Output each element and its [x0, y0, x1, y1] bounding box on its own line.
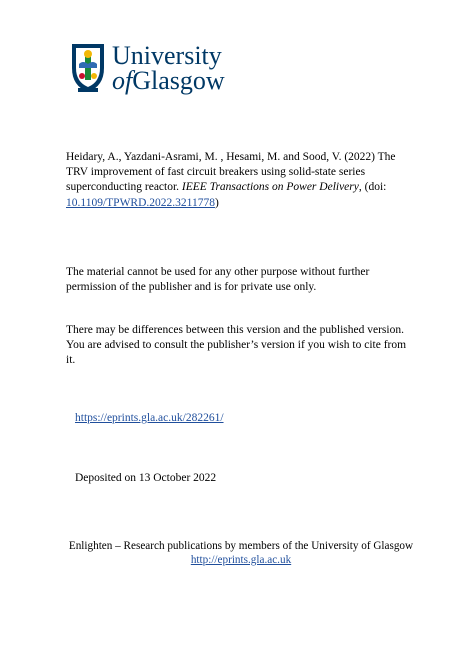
citation-text: Heidary, A., Yazdani-Asrami, M. , Hesami, M. and Sood, V. (2022) The TRV improvement of fast circuit breakers using solid-state series superconducting reactor. [66, 151, 396, 194]
university-logo [70, 41, 225, 100]
deposited-date: Deposited on 13 October 2022 [75, 472, 217, 484]
usage-notice: The material cannot be used for any other purpose without further permission of the publisher and is for private use only. [66, 266, 370, 294]
citation [66, 150, 411, 211]
doi-prefix: , (doi: [358, 181, 387, 194]
journal-name: IEEE Transactions on Power Delivery [181, 181, 359, 194]
university-crest-icon [70, 42, 106, 94]
wordmark-glasgow: Glasgow [132, 66, 225, 95]
doi-link[interactable]: 10.1109/TPWRD.2022.3211778 [66, 196, 215, 209]
footer-link[interactable]: http://eprints.gla.ac.uk [190, 554, 292, 566]
eprint-link[interactable]: https://eprints.gla.ac.uk/282261/ [75, 412, 224, 424]
doi-suffix: ) [214, 196, 219, 209]
footer-text: Enlighten – Research publications by members of the University of Glasgow [68, 540, 414, 552]
wordmark-of-glasgow [112, 67, 225, 95]
footer [66, 539, 416, 567]
wordmark-of: of [112, 66, 133, 95]
version-notice: There may be differences between this version and the published version. You are advised to consult the publisher’s version if you wish to cite from it. [66, 324, 407, 367]
wordmark-university: University [112, 41, 222, 70]
